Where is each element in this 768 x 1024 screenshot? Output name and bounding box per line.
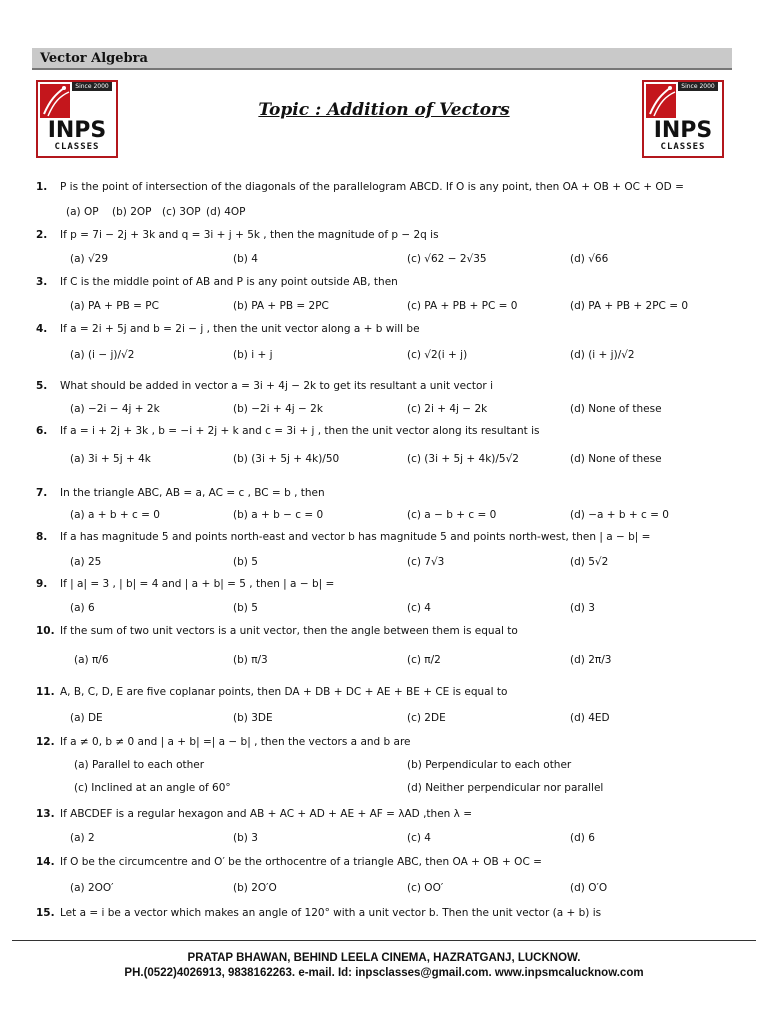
footer-address: PRATAP BHAWAN, BEHIND LEELA CINEMA, HAZRATGANJ, LUCKNOW.	[187, 952, 581, 964]
q10-option-c: (c) π/2	[407, 654, 441, 666]
question-15: 15. Let a = i be a vector which makes an angle of 120° with a unit vector b. Then the unit vector (a + b) is	[36, 907, 602, 919]
q13-option-d: (d) 6	[570, 832, 595, 844]
q2-option-a: (a) √29	[70, 253, 109, 265]
q14-option-c: (c) OO′	[407, 882, 444, 894]
q9-option-b: (b) 5	[233, 602, 258, 614]
q12-option-c: (c) Inclined at an angle of 60°	[74, 782, 231, 794]
q11-option-d: (d) 4ED	[570, 712, 610, 724]
q14-option-d: (d) O′O	[570, 882, 608, 894]
q2-option-c: (c) √62 − 2√35	[407, 253, 487, 265]
logo-wordmark: INPS	[47, 118, 107, 143]
q12-option-b: (b) Perpendicular to each other	[407, 759, 572, 771]
question-12: 12. If a ≠ 0, b ≠ 0 and | a + b| =| a − b| , then the vectors a and b are	[36, 736, 411, 748]
q4-option-d: (d) (i + j)/√2	[570, 349, 635, 361]
q11-option-b: (b) 3DE	[233, 712, 273, 724]
q11-option-a: (a) DE	[70, 712, 103, 724]
q10-option-a: (a) π/6	[74, 654, 109, 666]
q6-option-d: (d) None of these	[570, 453, 662, 465]
question-4: 4. If a = 2i + 5j and b = 2i − j , then the unit vector along a + b will be	[36, 323, 420, 335]
q12-option-d: (d) Neither perpendicular nor parallel	[407, 782, 604, 794]
q3-option-a: (a) PA + PB = PC	[70, 300, 159, 312]
q14-option-b: (b) 2O′O	[233, 882, 277, 894]
q12-option-a: (a) Parallel to each other	[74, 759, 205, 771]
logo-tagline: Since 2000	[72, 82, 112, 91]
question-10: 10. If the sum of two unit vectors is a unit vector, then the angle between them is equal to	[36, 625, 518, 637]
question-1: 1. P is the point of intersection of the diagonals of the parallelogram ABCD. If O is any point, then OA + OB + OC + OD =	[36, 181, 684, 193]
q3-option-d: (d) PA + PB + 2PC = 0	[570, 300, 689, 312]
q8-option-a: (a) 25	[70, 556, 102, 568]
question-2: 2. If p = 7i − 2j + 3k and q = 3i + j + 5k , then the magnitude of p − 2q is	[36, 229, 439, 241]
q4-option-b: (b) i + j	[233, 349, 273, 361]
q8-option-d: (d) 5√2	[570, 556, 609, 568]
q6-option-a: (a) 3i + 5j + 4k	[70, 453, 151, 465]
logo-subtext: CLASSES	[54, 142, 100, 152]
q9-option-a: (a) 6	[70, 602, 95, 614]
q2-option-b: (b) 4	[233, 253, 258, 265]
q6-option-b: (b) (3i + 5j + 4k)/50	[233, 453, 340, 465]
logo-subtext: CLASSES	[660, 142, 706, 152]
q1-option-b: (b) 2OP	[112, 206, 152, 218]
subject-header: Vector Algebra	[32, 48, 732, 70]
q2-option-d: (d) √66	[570, 253, 609, 265]
logo-tagline: Since 2000	[678, 82, 718, 91]
q7-option-c: (c) a − b + c = 0	[407, 509, 497, 521]
q13-option-b: (b) 3	[233, 832, 258, 844]
question-13: 13. If ABCDEF is a regular hexagon and AB + AC + AD + AE + AF = λAD ,then λ =	[36, 808, 473, 820]
logo-wordmark: INPS	[653, 118, 713, 143]
topic-title: Topic : Addition of Vectors	[258, 100, 510, 120]
q11-option-c: (c) 2DE	[407, 712, 446, 724]
question-7: 7. In the triangle ABC, AB = a, AC = c , BC = b , then	[36, 487, 325, 499]
q6-option-c: (c) (3i + 5j + 4k)/5√2	[407, 453, 519, 465]
q8-option-c: (c) 7√3	[407, 556, 445, 568]
q1-option-a: (a) OP	[66, 206, 99, 218]
q8-option-b: (b) 5	[233, 556, 258, 568]
q5-option-c: (c) 2i + 4j − 2k	[407, 403, 488, 415]
q3-option-c: (c) PA + PB + PC = 0	[407, 300, 518, 312]
q3-option-b: (b) PA + PB = 2PC	[233, 300, 329, 312]
q5-option-b: (b) −2i + 4j − 2k	[233, 403, 323, 415]
q10-option-d: (d) 2π/3	[570, 654, 612, 666]
q1-option-d: (d) 4OP	[206, 206, 246, 218]
question-3: 3. If C is the middle point of AB and P is any point outside AB, then	[36, 276, 398, 288]
q5-option-d: (d) None of these	[570, 403, 662, 415]
q7-option-b: (b) a + b − c = 0	[233, 509, 324, 521]
footer-contact: PH.(0522)4026913, 9838162263. e-mail. Id: inpsclasses@gmail.com. www.inpsmcalucknow.com	[124, 967, 644, 979]
q7-option-a: (a) a + b + c = 0	[70, 509, 160, 521]
q5-option-a: (a) −2i − 4j + 2k	[70, 403, 160, 415]
q13-option-a: (a) 2	[70, 832, 95, 844]
q13-option-c: (c) 4	[407, 832, 431, 844]
q14-option-a: (a) 2OO′	[70, 882, 114, 894]
q9-option-c: (c) 4	[407, 602, 431, 614]
q9-option-d: (d) 3	[570, 602, 595, 614]
q1-option-c: (c) 3OP	[162, 206, 201, 218]
q10-option-b: (b) π/3	[233, 654, 268, 666]
question-11: 11. A, B, C, D, E are five coplanar points, then DA + DB + DC + AE + BE + CE is equal to	[36, 686, 508, 698]
question-8: 8. If a has magnitude 5 and points north-east and vector b has magnitude 5 and points north-west, then | a − b| =	[36, 531, 651, 543]
question-5: 5. What should be added in vector a = 3i + 4j − 2k to get its resultant a unit vector i	[36, 380, 494, 392]
question-14: 14. If O be the circumcentre and O′ be the orthocentre of a triangle ABC, then OA + OB + OC =	[36, 856, 542, 868]
question-9: 9. If | a| = 3 , | b| = 4 and | a + b| = 5 , then | a − b| =	[36, 578, 335, 590]
q4-option-a: (a) (i − j)/√2	[70, 349, 135, 361]
q7-option-d: (d) −a + b + c = 0	[570, 509, 669, 521]
footer-divider	[12, 940, 756, 941]
question-6: 6. If a = i + 2j + 3k , b = −i + 2j + k and c = 3i + j , then the unit vector along its resultant is	[36, 425, 540, 437]
q4-option-c: (c) √2(i + j)	[407, 349, 468, 361]
